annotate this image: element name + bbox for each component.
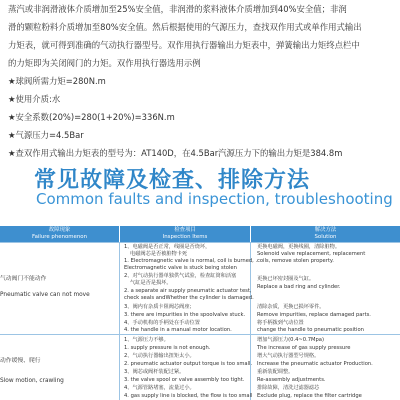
inspection-text: 2. pneumatic actuator output torque is too small. [124, 361, 253, 367]
header-solution-zh: 解决方法 [314, 227, 337, 233]
spec-item: ★查双作用式输出力矩表的型号为：AT140D，在4.5Bar汽源压力下的输出力矩是384.8m [8, 148, 343, 158]
spec-item: ★使用介质:水 [8, 94, 61, 104]
solution-text: 重新装配调整。 [257, 369, 294, 375]
fault-label-en: Slow motion, crawling [0, 378, 64, 384]
header-fault-en: Failure phenomenon [31, 234, 88, 240]
inspection-text: 3. there are impurities in the spoolvalve stuck. [124, 312, 246, 318]
inspection-text: 2、气动执行器输出扭矩太小。 [124, 353, 195, 359]
table-divider [0, 242, 400, 243]
header-inspection-en: Inspection Items [162, 234, 208, 240]
inspection-text: 1. supply pressure is not enough. [124, 345, 211, 351]
fault-label-zh: 气动阀门不能动作 [0, 276, 47, 282]
solution-text: 增加气源压力(0.4~0.7Mpa) [257, 337, 324, 343]
inspection-text: 1、电磁阀是否正常，线圈是否烧坏， [124, 244, 211, 250]
inspection-text: Electromagnetic valve is stuck being stolen [124, 265, 237, 271]
inspection-text: 3、阀内有杂质卡阻阀芯阀座； [124, 304, 195, 310]
solution-text: 更换已坏密封圈及气缸。 [257, 276, 315, 282]
inspection-text: 气缸是否是损坏。 [130, 280, 172, 286]
solution-text: Replace a bad ring and cylinder. [257, 284, 341, 290]
solution-text: coils, remove stolen property. [257, 258, 334, 264]
solution-text: 排除故障，清洗过滤器滤芯 [257, 385, 320, 391]
inspection-text: 3. the valve spool or valve assembly too tight. [124, 377, 245, 383]
solution-text: 将手柄拨到气动位置 [257, 320, 304, 326]
solution-text: change the handle to pneumatic position [257, 327, 364, 333]
inspection-text: 4、气源管路堵塞，流量过小。 [124, 385, 195, 391]
inspection-text: 4. gas supply line is blocked, the flow is too small [124, 393, 253, 399]
inspection-text: 2、对气动执行器单独供气试验，检查缸筒和活塞 [124, 273, 237, 279]
inspection-text: 3、阀芯或阀杆装配过紧。 [124, 369, 185, 375]
table-divider [250, 242, 251, 400]
header-inspection-zh: 检查项目 [174, 227, 196, 233]
intro-line: 的力矩即为关闭阀门的力矩。双作用执行器选用示例 [8, 58, 201, 68]
solution-text: 清除杂质，更换已损坏零件。 [257, 304, 325, 310]
intro-line: 滑的颗粒粉料介质增加至80%安全值。然后根据使用的气源压力，查找双作用式或单作用式输出 [8, 22, 362, 32]
table-header-fault [0, 226, 119, 242]
inspection-text: 2. a separate air supply pneumatic actuator test, [124, 288, 252, 294]
inspection-text: check seals andWhether the cylinder is damaged. [124, 295, 254, 301]
solution-text: 增大气动执行器型号规格。 [257, 353, 320, 359]
solution-text: Solenoid valve replacement, replacement [257, 251, 366, 257]
table-header-inspection [120, 226, 250, 242]
fault-label-zh: 动作缓慢、爬行 [0, 358, 41, 364]
intro-line: 力矩表，就可得到准确的气动执行器型号。双作用执行器输出力矩表中，弹簧输出力矩终点栏中 [8, 40, 360, 50]
fault-label-en: Pneumatic valve can not move [0, 292, 90, 298]
solution-text: Remove impurities, replace damaged parts. [257, 312, 371, 318]
spec-item: ★气源压力=4.5Bar [8, 130, 84, 140]
solution-text: 更换电磁阀，更换线圈，清除脏物。 [257, 244, 341, 250]
table-divider [0, 334, 400, 335]
solution-text: Exclude plug, replace the filter cartridge [257, 393, 362, 399]
section-title-zh: 常见故障及检查、排除方法 [34, 168, 311, 193]
inspection-text: 电磁阀芯是否被脏物卡死 [130, 251, 188, 257]
solution-text: Increase the pneumatic actuator Production. [257, 361, 373, 367]
solution-text: The increase of gas supply pressure [257, 345, 351, 351]
header-solution-en: Solution [314, 234, 337, 240]
inspection-text: 1、气源压力不够。 [124, 337, 169, 343]
inspection-text: 4. the handle in a manual motor location. [124, 327, 232, 333]
solution-text: Re-assembly adjustments. [257, 377, 326, 383]
spec-item: ★安全系数(20%)=280(1+20%)=336N.m [8, 112, 175, 122]
inspection-text: 1. Electromagnetic valve is normal, coil is burned, . [124, 258, 258, 264]
spec-item: ★球阀所需力矩=280N.m [8, 76, 106, 86]
inspection-text: 4、手动机构的手柄处在手动位置 [124, 320, 200, 326]
table-header-solution [251, 226, 400, 242]
intro-line: 蒸汽或非润滑液体介质增加至25%安全值，非润滑的浆料液体介质增加到40%安全值；非润 [8, 4, 347, 14]
section-title-en: Common faults and inspection, troubleshooting [36, 190, 393, 208]
table-divider [119, 242, 120, 400]
header-fault-zh: 故障现象 [48, 227, 71, 233]
